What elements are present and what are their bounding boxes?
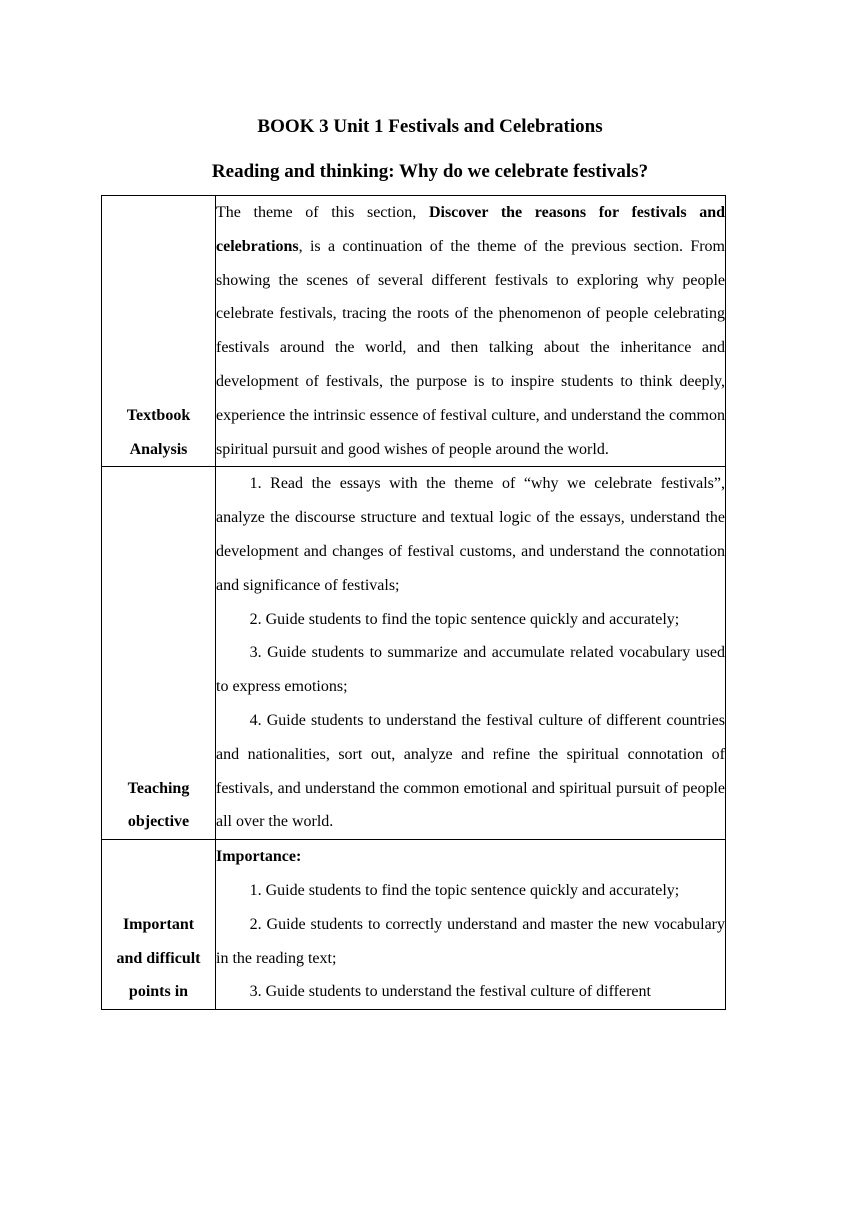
row-label-important-points: Important and difficult points in: [102, 840, 216, 1010]
objective-item: 3. Guide students to summarize and accumulate related vocabulary used to express emotions;: [216, 644, 725, 696]
lesson-plan-table: [101, 195, 726, 1010]
textbook-analysis-content: [216, 196, 726, 467]
importance-item: 3. Guide students to understand the festival culture of different: [249, 983, 651, 1001]
section-theme-bold: Discover the reasons for festivals and celebrations: [216, 204, 726, 255]
important-points-content: [216, 840, 726, 1010]
document-title: BOOK 3 Unit 1 Festivals and Celebrations: [257, 116, 603, 137]
row-label-textbook-analysis: Textbook Analysis: [102, 196, 216, 467]
objective-item: 2. Guide students to find the topic sentence quickly and accurately;: [249, 610, 680, 628]
table-row-important-points: [102, 840, 726, 1010]
importance-item: 2. Guide students to correctly understand and master the new vocabulary in the reading text;: [216, 915, 725, 967]
importance-heading: Importance:: [216, 848, 302, 866]
teaching-objective-content: [216, 467, 726, 840]
textbook-analysis-paragraph: The theme of this section, Discover the reasons for festivals and celebrations, is a continuation of the theme of the previous section. From showing the scenes of several different festivals to exploring why people celebrate festivals, tracing the roots of the phenomenon of people celebrating festivals around the world, and then talking about the inheritance and development of festivals, the purpose is to inspire students to think deeply, experience the intrinsic essence of festival culture, and understand the common spiritual pursuit and good wishes of people around the world.: [216, 204, 726, 458]
row-label-teaching-objective: Teaching objective: [102, 467, 216, 840]
table-row-textbook-analysis: [102, 196, 726, 467]
objective-item: 1. Read the essays with the theme of “why we celebrate festivals”, analyze the discourse structure and textual logic of the essays, understand the development and changes of festival customs, and understand the connotation and significance of festivals;: [216, 475, 725, 594]
section-title: Reading and thinking: Why do we celebrate festivals?: [211, 161, 649, 182]
table-row-teaching-objective: [102, 467, 726, 840]
importance-item: 1. Guide students to find the topic sentence quickly and accurately;: [249, 881, 680, 899]
objective-item: 4. Guide students to understand the festival culture of different countries and nationalities, sort out, analyze and refine the spiritual connotation of festivals, and understand the common emotional and spiritual pursuit of people all over the world.: [216, 711, 725, 831]
